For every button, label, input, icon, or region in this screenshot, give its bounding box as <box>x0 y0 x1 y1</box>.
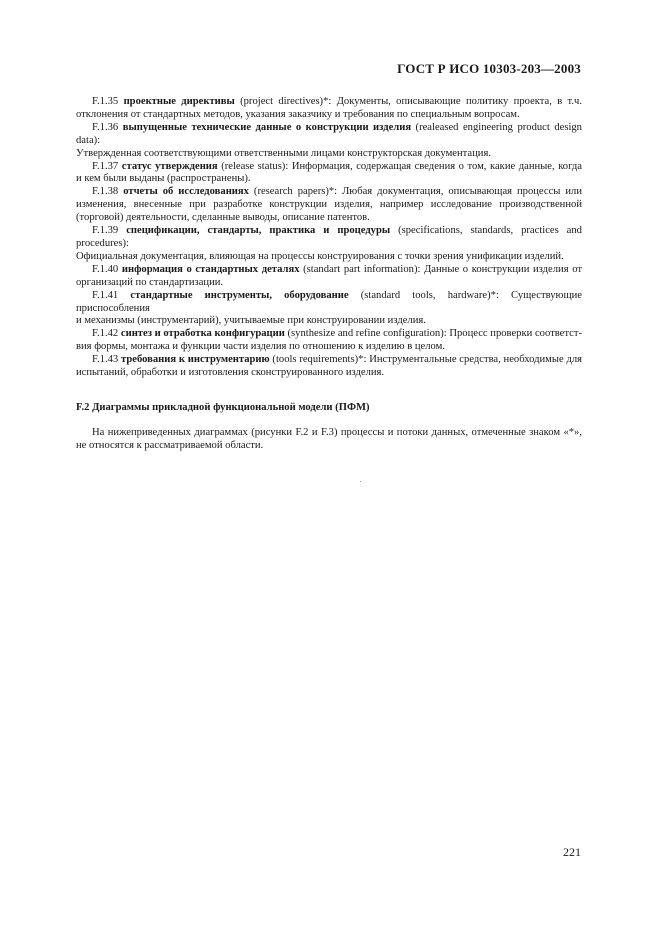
section-paragraph-rest: не относятся к рассматриваемой области. <box>76 439 264 451</box>
entry-number: F.1.36 <box>92 121 119 133</box>
entry-english: (release status): <box>221 160 289 172</box>
entry-definition-first: Информация, содержащая сведения о том, какие данные, когда <box>291 160 583 172</box>
entry-english: (project directives)*: <box>240 96 332 107</box>
page-content <box>76 96 582 453</box>
entry-term: информация о стандартных деталях <box>121 263 300 275</box>
entry-english: (tools requirements)*: <box>272 354 367 366</box>
entry-term: статус утверждения <box>121 160 218 172</box>
entry-number: F.1.41 <box>92 289 119 301</box>
entry-english: (synthesize and refine configuration): <box>287 328 447 340</box>
entry-definition-rest: и кем были выданы (распространены). <box>76 173 251 185</box>
definition-entry <box>76 264 582 290</box>
entry-definition-first: Документы, описывающие политику проекта, в т.ч. <box>336 96 583 107</box>
entry-term: требования к инструментарию <box>121 354 270 366</box>
entry-definition-rest: испытаний, обработки и изготовления сконструированного изделия. <box>76 367 385 379</box>
entry-term: стандартные инструменты, оборудование <box>130 289 349 301</box>
entry-term: синтез и отработка конфигурации <box>120 328 285 340</box>
entry-english: (standart part information): <box>303 263 421 275</box>
entry-number: F.1.39 <box>92 225 119 237</box>
entry-definition-first: Процесс проверки соответст- <box>449 328 582 340</box>
definition-entry <box>76 96 582 122</box>
entry-english: (standard tools, hardware)*: <box>360 289 499 301</box>
definition-entry <box>76 225 582 264</box>
entry-english: (specifications, standards, practices and procedures): <box>76 225 582 249</box>
scan-speck <box>360 481 361 482</box>
definition-entry <box>76 186 582 225</box>
entry-term: выпущенные технические данные о конструкции изделия <box>122 121 412 133</box>
entry-number: F.1.37 <box>92 160 119 172</box>
entry-definition-rest: и механизмы (инструментарий), учитываемые при конструировании изделия. <box>76 315 426 327</box>
entry-definition-rest: Официальная документация, влияющая на процессы конструирования с точки зрения унификации изделий. <box>76 250 564 262</box>
section-paragraph-first: На нижеприведенных диаграммах (рисунки F.2 и F.3) процессы и потоки данных, отмеченные знаком «*», <box>92 426 582 438</box>
entry-definition-rest: организаций по стандартизации. <box>76 276 224 288</box>
entry-number: F.1.38 <box>92 186 119 198</box>
section-paragraph <box>76 427 582 453</box>
definition-entry <box>76 328 582 354</box>
entry-definition-first: Любая документация, описывающая процессы или <box>342 186 583 198</box>
entry-number: F.1.42 <box>92 328 119 340</box>
entry-definition-rest: вия формы, монтажа и функции части изделия по отношению к изделию в целом. <box>76 341 445 353</box>
entry-english: (realeased engineering product design data): <box>76 121 582 146</box>
entry-term: спецификации, стандарты, практика и процедуры <box>126 225 391 237</box>
document-code-header: ГОСТ Р ИСО 10303-203—2003 <box>397 61 581 76</box>
entry-term: проектные директивы <box>123 96 235 107</box>
entry-number: F.1.43 <box>92 354 119 366</box>
entry-definition-first: Данные о конструкции изделия от <box>424 263 583 275</box>
definition-entry <box>76 161 582 187</box>
entry-number: F.1.35 <box>92 96 119 107</box>
entry-definition-rest: изменения, внесенные при разработке конструкции изделия, например исследование производственной (торговой) деятельности, сделанные выводы, описание патентов. <box>76 199 582 224</box>
definition-entry <box>76 290 582 329</box>
entry-definition-rest: отклонения от стандартных методов, указания заказчику и требования по специальным вопросам. <box>76 108 520 120</box>
entry-definition-rest: Утвержденная соответствующими ответственными лицами конструкторская документация. <box>76 147 491 159</box>
definition-entry <box>76 122 582 161</box>
entry-definition-first: Существующие приспособления <box>76 289 582 314</box>
definition-entry <box>76 354 582 380</box>
entry-definition-first: Инструментальные средства, необходимые для <box>369 354 583 366</box>
entry-number: F.1.40 <box>92 263 119 275</box>
page-number: 221 <box>563 845 581 859</box>
entry-english: (research papers)*: <box>253 186 338 198</box>
entry-term: отчеты об исследованиях <box>123 186 249 198</box>
section-heading: F.2 Диаграммы прикладной функциональной модели (ПФМ) <box>76 401 370 413</box>
definitions-list <box>76 96 582 380</box>
